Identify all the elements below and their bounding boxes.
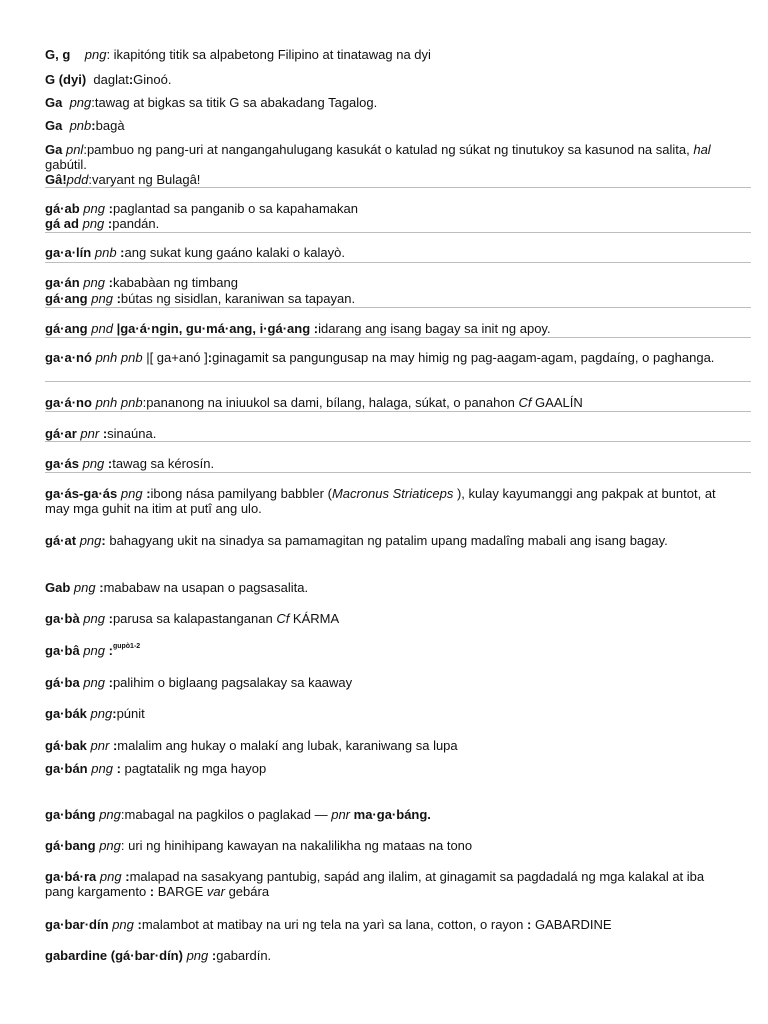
entry-gabardine [45, 948, 735, 963]
separator: : [99, 426, 108, 441]
definition-continued: GAALÍN [531, 395, 583, 410]
separator: : [105, 201, 113, 216]
entry-gabang-1 [45, 807, 735, 822]
entry-gaba-2 [45, 643, 735, 658]
separator: : [104, 456, 113, 471]
definition: malapad na sasakyang pantubig, sapád ang ilalim, at ginagamit sa pagdadalá ng mga kalakal at iba pang kargamento [45, 869, 705, 899]
definition: kababàan ng timbang [112, 275, 238, 290]
divider [45, 337, 751, 338]
entry-ga-pnl [45, 142, 735, 172]
part-of-speech: pnr [90, 738, 110, 753]
headword: gá·bak [45, 738, 87, 753]
separator: : [310, 321, 319, 336]
entry-gaab [45, 201, 735, 216]
entry-gaano-2 [45, 395, 735, 410]
entry-gaba-3 [45, 675, 735, 690]
headword: Ga [45, 118, 63, 133]
definition: ginagamit sa pangungusap na may himig ng pag-aagam-agam, pagdaíng, o paghanga. [212, 350, 715, 365]
part-of-speech: png [83, 275, 105, 290]
entry-gaan [45, 275, 735, 290]
definition: pagtatalik ng mga hayop [124, 761, 267, 776]
headword: gá·ang [45, 291, 88, 306]
headword: ga·bán [45, 761, 88, 776]
divider [45, 232, 751, 233]
definition: tawag at bigkas sa titik G sa abakadang Tagalog. [94, 95, 378, 110]
part-of-speech: pnh pnb [95, 350, 143, 365]
separator: : [112, 706, 117, 721]
separator: : [207, 350, 213, 365]
definition-continued: Ginoó. [133, 72, 172, 87]
entry-gaang-png [45, 291, 735, 306]
headword: ga·báng [45, 807, 96, 822]
headword: ga·ás-ga·ás [45, 486, 118, 501]
headword: gá·ar [45, 426, 77, 441]
definition: mabagal na pagkilos o paglakad — [124, 807, 332, 822]
entry-gaano-1 [45, 350, 735, 365]
definition: pambuo ng pang-uri at nangangahulugang kasukát o katulad ng súkat ng tinutukoy sa kasunod na salita, [86, 142, 694, 157]
separator: : [101, 533, 110, 548]
headword: Ga [45, 142, 63, 157]
headword: Gâ! [45, 172, 67, 187]
part-of-speech: png [73, 580, 96, 595]
divider [45, 411, 751, 412]
separator: : [112, 291, 121, 306]
definition: paglantad sa panganib o sa kapahamakan [112, 201, 358, 216]
definition: pananong na iniuukol sa dami, bílang, halaga, súkat, o panahon [146, 395, 519, 410]
divider [45, 381, 751, 382]
entry-gaalin [45, 245, 735, 260]
separator: : [91, 95, 95, 110]
entry-gaang-pnd [45, 321, 735, 336]
separator: : [142, 486, 151, 501]
separator: : [106, 47, 114, 62]
label-tag: Cf [276, 611, 290, 626]
part-of-speech: png [186, 948, 209, 963]
headword: ga·bâ [45, 643, 80, 658]
part-of-speech: png [99, 869, 122, 884]
part-of-speech: pnh pnb [95, 395, 143, 410]
definition: bútas ng sisidlan, karaniwan sa tapayan. [120, 291, 356, 306]
word-forms: |[ ga+anó ] [142, 350, 208, 365]
headword: gá ad [45, 216, 79, 231]
label-tag: var [206, 884, 225, 899]
definition: mababaw na usapan o pagsasalita. [103, 580, 309, 595]
separator: : [133, 917, 142, 932]
definition: idarang ang isang bagay sa init ng apoy. [318, 321, 551, 336]
definition: pandán. [112, 216, 160, 231]
headword: G, g [45, 47, 71, 62]
entry-ga-pnb [45, 118, 735, 133]
entry-gaat [45, 533, 735, 548]
part-of-speech: png [99, 807, 121, 822]
scientific-name: Macronus Striaticeps [331, 486, 454, 501]
separator: : [88, 172, 92, 187]
word-forms: |ga·á·ngin, gu·má·ang, i·gá·ang [112, 321, 311, 336]
definition: uri ng hinihipang kawayan na nakalilikha ng mataas na tono [128, 838, 473, 853]
part-of-speech: png [84, 47, 107, 62]
part-of-speech: png [90, 706, 113, 721]
separator: : [105, 611, 113, 626]
headword: ga·bák [45, 706, 87, 721]
definition: bahagyang ukit na sinadya sa pamamagitan ng patalim upang madalîng mabali ang isang bagay. [109, 533, 668, 548]
separator: : [112, 761, 125, 776]
definition: sinaúna. [107, 426, 157, 441]
entry-gabara [45, 869, 735, 899]
part-of-speech: png [83, 675, 105, 690]
definition: ibong nása pamilyang babbler ( [150, 486, 332, 501]
headword: ga·án [45, 275, 80, 290]
separator: : [208, 948, 217, 963]
separator: : [95, 580, 104, 595]
part-of-speech: pnd [91, 321, 113, 336]
entry-gabak-1 [45, 706, 735, 721]
english-equivalent: GABARDINE [531, 917, 612, 932]
part-of-speech: pdd [66, 172, 89, 187]
separator: : [104, 216, 113, 231]
entry-gabak-2 [45, 738, 735, 753]
part-of-speech: png [112, 917, 134, 932]
definition: parusa sa kalapastanganan [112, 611, 277, 626]
separator: : [109, 738, 118, 753]
separator: : [105, 275, 113, 290]
definition: ang sukat kung gaáno kalaki o kalayò. [124, 245, 345, 260]
part-of-speech: png [91, 291, 113, 306]
separator: : [142, 395, 147, 410]
definition-continued: gabútil. [45, 157, 87, 172]
headword: G (dyi) [45, 72, 87, 87]
headword: gá·bang [45, 838, 96, 853]
headword: ga·a·lín [45, 245, 92, 260]
definition: varyant ng Bulagâ! [92, 172, 201, 187]
headword: Gab [45, 580, 71, 595]
definition: púnit [116, 706, 145, 721]
headword: ga·ás [45, 456, 79, 471]
entry-ga-png [45, 95, 735, 110]
part-of-speech: pnb [69, 118, 92, 133]
divider [45, 187, 751, 188]
headword: ga·a·nó [45, 350, 92, 365]
cross-reference: gupò1-2 [112, 643, 141, 650]
definition: malalim ang hukay o malakí ang lubak, karaniwang sa lupa [117, 738, 458, 753]
definition: ikapitóng titik sa alpabetong Filipino at tinatawag na dyi [113, 47, 431, 62]
divider [45, 307, 751, 308]
entry-gaad [45, 216, 735, 231]
derived-form: ma·ga·báng. [353, 807, 431, 822]
definition: malambot at matibay na uri ng tela na yarì sa lana, cotton, o rayon [141, 917, 528, 932]
separator-2: : [149, 884, 155, 899]
separator: : [105, 675, 113, 690]
divider [45, 472, 751, 473]
definition-continued: ), kulay kayumanggi ang pakpak at buntot, at may mga guhit na itim at putî ang ulo. [45, 486, 716, 516]
entry-g [45, 47, 735, 62]
definition: gabardín. [216, 948, 272, 963]
entry-gaas-gaas [45, 486, 735, 516]
headword: ga·á·no [45, 395, 92, 410]
label-tag: hal [693, 142, 711, 157]
entry-gabang-2 [45, 838, 735, 853]
divider [45, 262, 751, 263]
part-of-speech: png [120, 486, 143, 501]
separator: : [120, 807, 125, 822]
definition: tawag sa kérosín. [112, 456, 215, 471]
separator: : [91, 118, 96, 133]
definition: daglat [93, 72, 129, 87]
headword: gabardine (gá·bar·dín) [45, 948, 183, 963]
label-tag: Cf [518, 395, 532, 410]
part-of-speech: png [82, 456, 105, 471]
separator: : [116, 245, 125, 260]
separator: : [120, 838, 129, 853]
separator: : [83, 142, 87, 157]
part-of-speech: png [83, 643, 105, 658]
entry-gaas [45, 456, 735, 471]
entry-gaar [45, 426, 735, 441]
part-of-speech: pnr [80, 426, 100, 441]
entry-gabardin [45, 917, 735, 932]
label-tag: pnr [331, 807, 351, 822]
separator: : [128, 72, 134, 87]
entry-gaba-1 [45, 611, 735, 626]
part-of-speech: png [83, 201, 105, 216]
entry-gab [45, 580, 735, 595]
separator: : [105, 643, 113, 658]
definition: bagà [95, 118, 125, 133]
definition: palihim o biglaang pagsalakay sa kaaway [112, 675, 353, 690]
part-of-speech: png [83, 611, 105, 626]
headword: gá·ab [45, 201, 80, 216]
entry-ga-pdd [45, 172, 735, 187]
headword: gá·ang [45, 321, 88, 336]
headword: ga·bar·dín [45, 917, 109, 932]
part-of-speech: pnl [65, 142, 84, 157]
definition-continued: KÁRMA [289, 611, 340, 626]
english-equivalent: BARGE [154, 884, 207, 899]
separator: : [121, 869, 130, 884]
variant-form: gebára [224, 884, 270, 899]
part-of-speech: pnb [94, 245, 117, 260]
entry-g-dyi [45, 72, 735, 87]
part-of-speech: png [82, 216, 105, 231]
headword: gá·at [45, 533, 77, 548]
separator-2: : [527, 917, 532, 932]
entry-gaban [45, 761, 735, 776]
part-of-speech: png [79, 533, 102, 548]
divider [45, 441, 751, 442]
headword: ga·bá·ra [45, 869, 97, 884]
part-of-speech: png [69, 95, 92, 110]
part-of-speech: png [99, 838, 121, 853]
headword: gá·ba [45, 675, 80, 690]
headword: ga·bà [45, 611, 80, 626]
part-of-speech: png [91, 761, 113, 776]
headword: Ga [45, 95, 63, 110]
